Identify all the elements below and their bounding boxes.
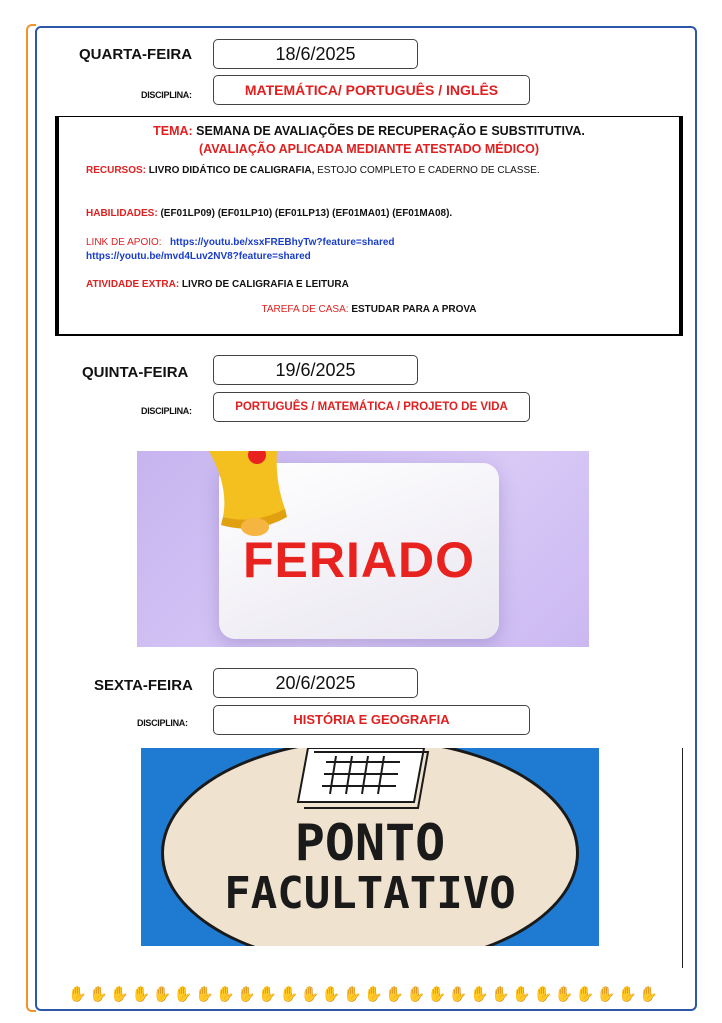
hand-icon: ✋ [533,986,553,1003]
hand-icon: ✋ [469,986,489,1003]
hand-icon: ✋ [194,986,214,1003]
hand-icon: ✋ [575,986,595,1003]
support-link-2[interactable]: https://youtu.be/mvd4Luv2NV8?feature=shared [86,251,311,262]
date-box-friday: 20/6/2025 [213,668,418,698]
hand-icon: ✋ [491,986,510,1003]
hand-icon: ✋ [343,986,362,1003]
hand-icon: ✋ [131,986,151,1003]
hand-icon: ✋ [448,986,468,1003]
calendar-icon [296,748,436,810]
hand-icon: ✋ [258,986,278,1003]
tema-label: TEMA: [153,124,193,138]
extra-line [86,279,656,290]
habilidades-text: (EF01LP09) (EF01LP10) (EF01LP13) (EF01MA01) (EF01MA08). [157,208,453,219]
facultativo-text: FACULTATIVO [224,868,516,919]
hand-icon: ✋ [406,986,426,1003]
tema-note: (AVALIAÇÃO APLICADA MEDIANTE ATESTADO MÉDICO) [198,142,540,156]
tema-text: SEMANA DE AVALIAÇÕES DE RECUPERAÇÃO E SUBSTITUTIVA. [192,124,585,138]
hand-icon: ✋ [300,986,320,1003]
weekday-label-thursday: QUINTA-FEIRA [82,364,189,381]
ponto-text: PONTO [294,814,446,872]
hand-icon: ✋ [385,986,405,1003]
discipline-label: DISCIPLINA: [141,90,192,100]
hand-icon: ✋ [618,986,637,1003]
tarefa-text: ESTUDAR PARA A PROVA [348,304,477,315]
hand-icon: ✋ [364,986,383,1003]
tarefa-line [59,304,679,315]
hand-icon: ✋ [596,986,616,1003]
habilidades-label: HABILIDADES: [86,208,158,219]
hand-icon: ✋ [89,986,108,1003]
hand-icon: ✋ [512,986,531,1003]
extra-text: LIVRO DE CALIGRAFIA E LEITURA [179,279,349,290]
link-line-1 [86,237,656,248]
hands-border [68,984,658,1006]
hand-icon: ✋ [216,986,235,1003]
support-link-1[interactable]: https://youtu.be/xsxFREBhyTw?feature=shared [169,237,395,248]
discipline-label: DISCIPLINA: [141,406,192,416]
recursos-bold: LIVRO DIDÁTICO DE CALIGRAFIA, [146,165,315,176]
vertical-rule [682,748,683,968]
recursos-rest: ESTOJO COMPLETO E CADERNO DE CLASSE. [314,165,540,176]
discipline-box-wednesday: MATEMÁTICA/ PORTUGUÊS / INGLÊS [213,75,530,105]
link-label: LINK DE APOIO: [86,237,162,248]
tarefa-label: TAREFA DE CASA: [261,304,349,315]
weekday-label-wednesday: QUARTA-FEIRA [79,46,193,63]
hand-icon: ✋ [110,986,129,1003]
tema-line [59,124,679,138]
discipline-label: DISCIPLINA: [137,718,188,728]
weekday-label-friday: SEXTA-FEIRA [94,677,193,694]
recursos-label: RECURSOS: [86,165,147,176]
discipline-box-thursday: PORTUGUÊS / MATEMÁTICA / PROJETO DE VIDA [213,392,530,422]
feriado-text: FERIADO [243,532,475,588]
hand-icon: ✋ [152,986,172,1003]
habilidades-line [86,208,656,219]
hand-icon: ✋ [639,986,658,1003]
discipline-box-friday: HISTÓRIA E GEOGRAFIA [213,705,530,735]
feriado-banner [137,451,589,647]
recursos-line [86,164,576,177]
hand-icon: ✋ [321,986,341,1003]
ponto-facultativo-banner [141,748,599,946]
extra-label: ATIVIDADE EXTRA: [86,279,180,290]
hand-icon: ✋ [427,986,447,1003]
date-box-thursday: 19/6/2025 [213,355,418,385]
hand-icon: ✋ [554,986,574,1003]
hand-icon: ✋ [68,986,87,1003]
hand-icon: ✋ [237,986,256,1003]
lesson-box [55,116,683,336]
date-box-wednesday: 18/6/2025 [213,39,418,69]
hand-icon: ✋ [279,986,299,1003]
hand-icon: ✋ [173,986,193,1003]
bell-icon [199,451,295,541]
